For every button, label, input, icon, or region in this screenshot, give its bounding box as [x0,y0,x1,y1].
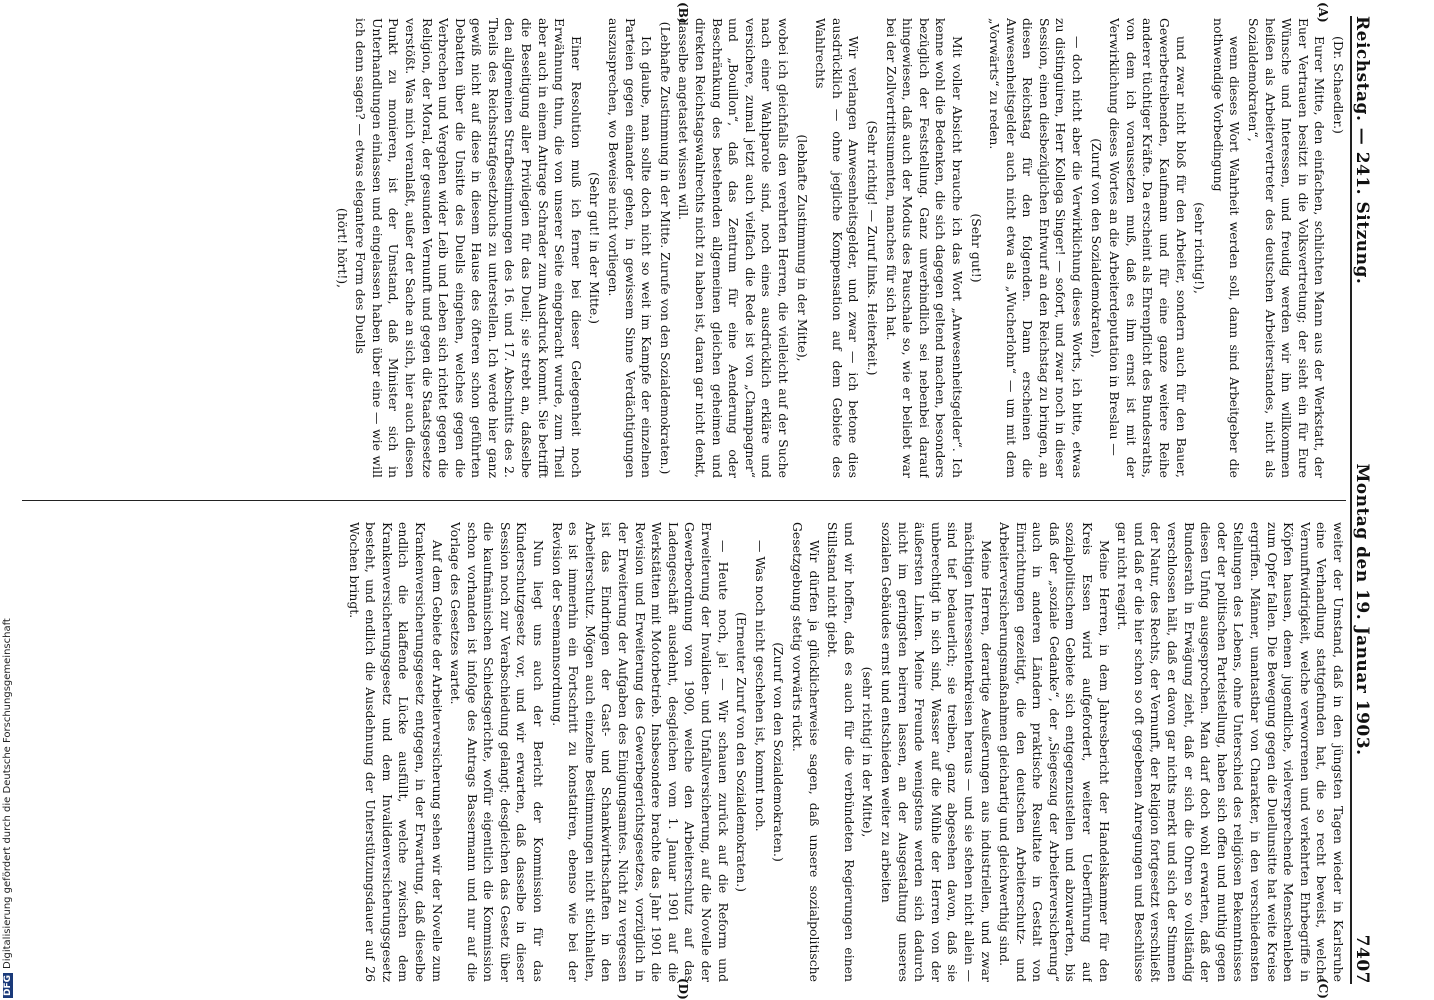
remark: (sehr richtig!), [1192,202,1208,294]
paragraph: wobei ich gleichfalls den verehrten Herren, die vielleicht auf der Suche nach einer Wahlparole sind, noch eines ausdrücklich erkläre und versichere, zumal jetzt auch vielfach die Rede ist von „Champagner“ und „Bouillon“, daß das Zentrum für eine Aenderung oder Beschränkung des bestehenden allgemeinen gleichen geheimen und direkten Reichstagswahlrechts nicht zu haben ist, daran gar nicht denkt, dasselbe angetastet wissen will. [676,18,791,478]
paragraph: Ich glaube, man sollte doch nicht so weit im Kampfe der einzelnen Parteien gegen einander gehen, in gewissem Sinne Verdächtigungen auszusprechen, wo Beweise nicht vorliegen. [606,18,655,478]
remark: (Sehr gut! in der Mitte.) [587,171,603,325]
header-session: Reichstag. — 241. Sitzung. [1352,16,1372,285]
page-number: 7407 [1352,934,1372,984]
paragraph: — doch nicht aber die Verwirklichung dieses Worts, ich bitte, etwas zu distinguiren, Herr Kollega Singer! — sofort, und zwar noch in dieser Session, einen diesbezüglichen Entwurf an den Reichstag zu bringen, an diesen Reichstag für den folgenden. Dann erscheinen die Anwesenheitsgelder auch nicht etwa als „Wucherlohn“ — um mit dem „Vorwärts“ zu reden. [987,18,1086,478]
paragraph: Eurer Mitte, den einfachen, schlichten Mann aus der Werkstatt, der Euer Vertrauen besitzt in die Volksvertretung; der sieht ein für Eure Wünsche und Interessen, und freudig werden wir ihn willkommen heißen als Arbeitervertreter des deutschen Arbeiterstandes, nicht als Sozialdemokraten“, [1246,18,1328,478]
paragraph: Wir dürfen ja glücklicherweise sagen, daß unsere sozialpolitische Gesetzgebung stetig vorwärts rückt. [790,522,822,982]
margin-marker-a: (A) [1316,2,1330,23]
remark: (Sehr gut!) [968,213,984,283]
paragraph: Mit voller Absicht brauche ich das Wort „Anwesenheitsgelder“. Ich kenne wohl die Bedenken, die sich dagegen geltend machen, besonders bezüglich der Feststellung. Ganz unverbindlich sei nebenbei darauf hingewiesen, daß auch der Modus des Pauschale so, wie er beliebt war bei der Zollvertrittsumenten, manches für sich hat. [883,18,965,478]
remark: (Erneuter Zuruf von den Sozialdemokraten.) [734,612,750,892]
right-column [22,522,1346,982]
paragraph: Einer Resolution muß ich ferner bei dieser Gelegenheit noch Erwähnung thun, die von unserer Seite eingebracht wurde, zum Theil aber auch in einem Antrage Schrader zum Ausdruck kommt. Sie betrifft die Beseitigung aller Privilegien für das Duell; sie strebt an, daßselbe den allgemeinen Strafbestimmungen des 16. und 17. Abschnitts des 2. Theils des Reichsstrafgesetzbuchs zu unterstellen. Ich werde hier ganz gewiß nicht auf diese in diesem Hause des öfteren schon geführten Debatten über die Unsitte des Duells eingehen, welches gegen die Verbrechen und Vergehen wider Leib und Leben sich richtet gegen die Religion, der Moral, der gesunden Vernunft und gegen die Staatsgesetze verstößt. Was mich veranlaßt, außer der Sache an sich, hier auch diesen Punkt zu monieren, ist der Umstand, daß Minister sich in Unterhandlungen einlassen und eingelassen haben über eine — wie will ich denn sagen? — etwas elegantere Form des Duells [353,18,584,478]
margin-marker-c: (C) [1316,978,1330,999]
paragraph: — Was noch nicht geschehen ist, kommt noch. [752,540,768,832]
remark: (Zuruf von den Sozialdemokraten.) [771,642,787,862]
paragraph: Meine Herren, derartige Aeußerungen aus industriellen, und zwar mächtigen Interessentenkreisen heraus — und sie stehen nicht allein — sind tief bedauerlich; sie treiben, ganz abgesehen davon, daß sie unberechtigt in sich sind, Wasser auf die Mühle der Herren von der äußersten Linken. Meine Freunde wenigstens werden sich dadurch nicht im geringsten beirren lassen, an der Ausgestaltung unseres sozialen Gebäudes ernst und entschieden weiter zu arbeiten [878,522,994,982]
remark: (lebhafte Zustimmung in der Mitte), [794,134,810,362]
margin-marker-d: (D) [676,978,690,1000]
remark: (Sehr richtig! — Zuruf links. Heiterkeit.) [864,120,880,376]
paragraph: Nun liegt uns auch der Bericht der Kommission für das Kinderschutzgesetz vor, und wir erwarten, daß dasselbe in dieser Session noch zur Verabschiedung gelangt; desgleichen das Gesetz über die kaufmännischen Schiedsgerichte, wofür eigentlich die Kommission schon vorhanden ist infolge des Antrags Bassermann und nur auf die Vorlage des Gesetzes wartet. [448,522,547,982]
paragraph: Meine Herren, in dem Jahresbericht der Handelskammer für den Kreis Essen wird aufgefordert, weiterer Ueberführung auf sozialpolitischem Gebiete sich entgegenzustellen und abzuwarten, bis daß der „soziale Gedanke“, der „Siegeszug der Arbeiterversicherung“ auch in anderen Ländern praktische Resultate in Gestalt von Einrichtungen gezeitigt, die den deutschen Arbeiterschutz- und Arbeiterversicherungsmaßnahmen gleichartig und gleichwerthig sind. [997,522,1112,982]
column-divider [22,500,1346,501]
remark: (sehr richtig! in der Mitte), [860,666,876,838]
paragraph: wenn dieses Wort Wahrheit werden soll, dann sind Arbeitgeber die nothwendige Vorbedingung [1210,18,1243,478]
digitization-credit [2,8,16,998]
header-date: Montag den 19. Januar 1903. [1352,463,1372,756]
dfg-logo: DFG [3,974,13,996]
paragraph: Auf dem Gebiete der Arbeiterversicherung sehen wir der Novelle zum Krankenversicherungsgesetz entgegen, in der Erwartung, daß dieselbe endlich die klaffende Lücke ausfüllt, welche zwischen dem Krankenversicherungsgesetz und dem Invalidenversicherungsgesetz besteht, und endlich die Ausdehnung der Unterstützungsdauer auf 26 Wochen bringt. [346,522,445,982]
page-header [1350,16,1384,984]
digitization-credit-text [2,618,13,998]
paragraph: Wir verlangen Anwesenheitsgelder, und zwar — ich betone dies ausdrücklich — ohne jegliche Kompensation auf dem Gebiete des Wahlrechts [813,18,862,478]
margin-marker-b: (B) [676,2,690,24]
remark: (Lebhafte Zustimmung in der Mitte. Zurufe von den Sozialdemokraten.) [657,21,673,475]
remark: (hört! hört!), [334,207,350,289]
speaker-name: (Dr. Schaedler.) [1331,36,1346,134]
paragraph: und zwar nicht bloß für den Arbeiter, sondern auch für den Bauer, Gewerbetreibenden, Kaufmann und für eine ganze weitere Reihe anderer tüchtiger Kräfte. Da erscheint als Ehrenpflicht des Bundesraths, von dem ich voraussetzen muß, daß es ihm ernst ist mit der Verwirklichung dieses Wortes an die Arbeiterdeputation in Breslau — [1107,18,1189,478]
paragraph: — Heute noch, ja! — Wir schauen zurück auf die Reform und Erweiterung der Invaliden- und Unfallversicherung, auf die Novelle der Gewerbeordnung von 1900, welche den Arbeiterschutz auf das Ladengeschäft ausdehnt, desgleichen vom 1. Januar 1901 auf die Werkstätten mit Motorbetrieb. Insbesondere brachte das Jahr 1901 die Revision und Erweiterung des Gewerbegerichtsgesetzes, vorzüglich in der Erweiterung der Aufgaben des Einigungsamtes. Nicht zu vergessen ist das Eindringen der Gast- und Schankwirthschaften in den Arbeiterschutz. Mögen auch einzelne Bestimmungen nicht stichhalten, es ist immerhin ein Fortschritt zu konstatiren, ebenso wie bei der Revision der Seemannsordnung. [549,522,731,982]
left-column [22,18,1346,478]
remark: (Zuruf von den Sozialdemokraten), [1088,138,1104,358]
paragraph: weiter der Umstand, daß in den jüngsten Tagen wieder in Karlsruhe eine Verhandlung stattgefunden hat, die so recht beweist, welche Vernunftwidrigkeit, welche verworrenen und verkehrten Ehrbegriffe in Köpfen hausen, denen jugendliche, vielversprechende Menschenleben zum Opfer fallen. Die Bewegung gegen die Duellunsitte hat weite Kreise ergriffen. Männer, unantastbar von Charakter, in den verschiedensten Stellungen des Lebens, ohne Unterschied des religiösen Bekenntnisses oder der politischen Parteistellung, haben sich offen und muthig gegen diesen Unfug ausgesprochen. Man darf doch wohl erwarten, daß der Bundesrath in Erwägung zieht, daß er sich die Ohren so vollständig verschlossen hält, daß er davon gar nichts merkt und sich der Stimmen der Natur, des Rechts, der Vernunft, der Religion fortgesetzt verschließt und daß er die hier schon so oft gegebenen Anregungen und Beschlüsse gar nicht reagirt. [1115,522,1346,982]
credit-label: Digitalisierung gefördert durch die Deutsche Forschungsgemeinschaft [2,618,13,969]
paragraph: und wir hoffen, daß es auch für die verbündeten Regierungen einen Stillstand nicht giebt. [825,522,857,982]
